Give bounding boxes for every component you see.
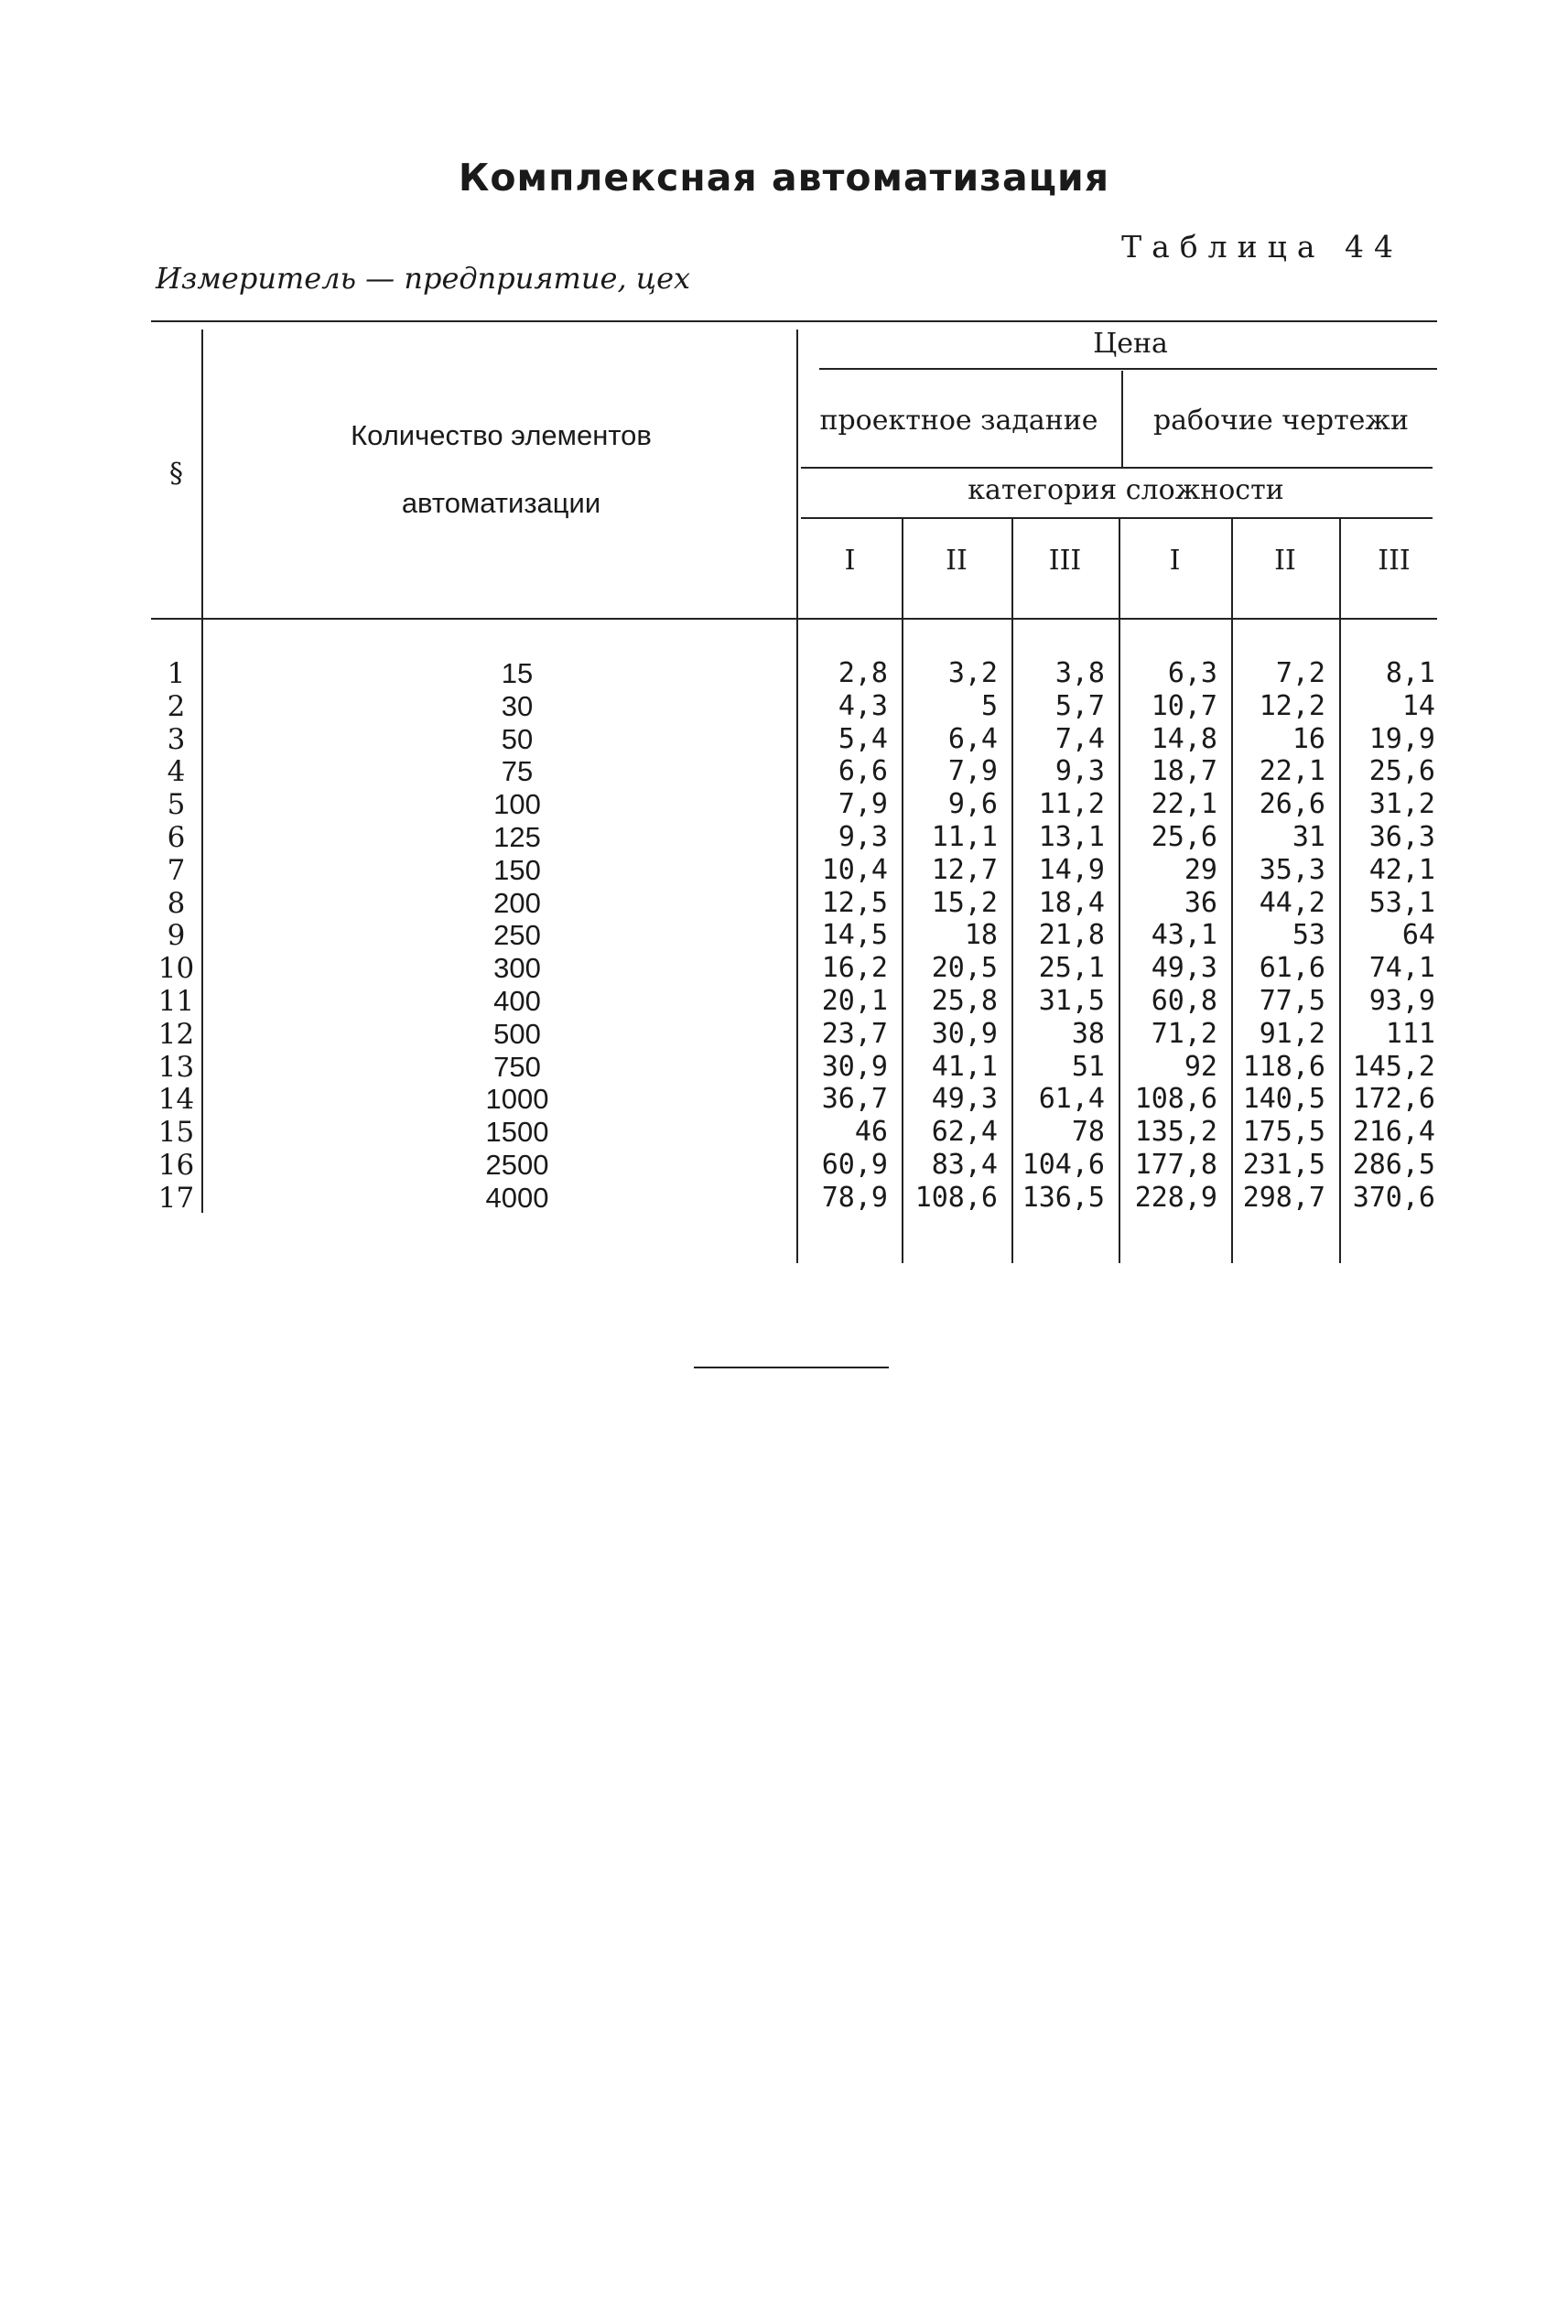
price-cell: 11,2 xyxy=(1038,788,1105,821)
price-cell: 36,3 xyxy=(1368,821,1435,853)
cat-divider-2 xyxy=(1011,517,1013,1263)
price-cell: 49,3 xyxy=(931,1083,998,1116)
price-cell: 108,6 xyxy=(914,1181,998,1214)
row-number: 10 xyxy=(157,952,195,986)
row-number: 6 xyxy=(167,821,186,854)
price-cell: 298,7 xyxy=(1242,1181,1325,1214)
price-cell: 111 xyxy=(1385,1017,1435,1050)
price-cell: 42,1 xyxy=(1368,853,1435,886)
cat-divider-5 xyxy=(1339,517,1341,1263)
price-cell: 53 xyxy=(1292,919,1325,952)
price-cell: 22,1 xyxy=(1259,755,1325,788)
price-cell: 104,6 xyxy=(1022,1149,1105,1181)
category-header-4: I xyxy=(1169,545,1181,577)
price-cell: 118,6 xyxy=(1242,1050,1325,1083)
price-cell: 5 xyxy=(980,689,998,722)
category-header-1: I xyxy=(844,545,856,577)
element-count: 1500 xyxy=(485,1116,549,1149)
price-cell: 14,9 xyxy=(1038,853,1105,886)
cat-divider-4 xyxy=(1231,517,1233,1263)
price-cell: 14 xyxy=(1401,689,1435,722)
price-cell: 25,8 xyxy=(931,985,998,1017)
price-cell: 77,5 xyxy=(1259,985,1325,1017)
row-number: 1 xyxy=(167,657,186,690)
price-cell: 370,6 xyxy=(1352,1181,1435,1214)
element-count: 300 xyxy=(493,952,541,985)
price-cell: 49,3 xyxy=(1151,952,1217,985)
price-cell: 71,2 xyxy=(1151,1017,1217,1050)
price-cell: 74,1 xyxy=(1368,952,1435,985)
section-col-divider xyxy=(201,330,203,1213)
price-cell: 231,5 xyxy=(1242,1149,1325,1181)
row-number: 4 xyxy=(167,755,186,789)
stage-sub-rule xyxy=(801,467,1433,469)
complexity-sub-rule xyxy=(801,517,1433,519)
price-cell: 216,4 xyxy=(1352,1116,1435,1149)
price-cell: 6,4 xyxy=(947,722,998,755)
price-cell: 44,2 xyxy=(1259,886,1325,919)
row-number: 8 xyxy=(167,886,186,920)
price-cell: 23,7 xyxy=(821,1017,888,1050)
price-cell: 14,5 xyxy=(821,919,888,952)
price-cell: 9,6 xyxy=(947,788,998,821)
footer-rule xyxy=(694,1367,889,1368)
row-number: 3 xyxy=(167,722,186,756)
row-number: 9 xyxy=(167,919,186,953)
price-cell: 61,6 xyxy=(1259,952,1325,985)
price-cell: 30,9 xyxy=(821,1050,888,1083)
price-cell: 60,8 xyxy=(1151,985,1217,1017)
price-cell: 4,3 xyxy=(838,689,888,722)
price-cell: 108,6 xyxy=(1134,1083,1217,1116)
price-cell: 140,5 xyxy=(1242,1083,1325,1116)
price-cell: 25,6 xyxy=(1151,821,1217,853)
element-count: 15 xyxy=(501,657,534,689)
quantity-header-line2: автоматизации xyxy=(401,487,601,519)
price-cell: 18,4 xyxy=(1038,886,1105,919)
price-cell: 51 xyxy=(1071,1050,1105,1083)
element-count: 1000 xyxy=(485,1083,549,1116)
price-sub-rule xyxy=(819,368,1437,370)
row-number: 7 xyxy=(167,853,186,887)
row-number: 16 xyxy=(157,1149,195,1182)
price-cell: 7,9 xyxy=(947,755,998,788)
price-cell: 3,8 xyxy=(1054,657,1105,689)
price-cell: 7,4 xyxy=(1054,722,1105,755)
element-count: 200 xyxy=(493,886,541,919)
price-cell: 8,1 xyxy=(1385,657,1435,689)
working-drawings-header: рабочие чертежи xyxy=(1152,405,1410,437)
price-cell: 9,3 xyxy=(1054,755,1105,788)
price-cell: 228,9 xyxy=(1134,1181,1217,1214)
price-cell: 31,5 xyxy=(1038,985,1105,1017)
price-cell: 12,7 xyxy=(931,853,998,886)
element-count: 100 xyxy=(493,788,541,821)
category-header-2: II xyxy=(946,545,968,577)
table-top-rule xyxy=(151,320,1437,322)
price-cell: 7,2 xyxy=(1275,657,1325,689)
element-count: 750 xyxy=(493,1050,541,1083)
price-cell: 31 xyxy=(1292,821,1325,853)
price-cell: 145,2 xyxy=(1352,1050,1435,1083)
element-count: 500 xyxy=(493,1017,541,1050)
price-cell: 12,2 xyxy=(1259,689,1325,722)
table-number: Таблица 44 xyxy=(1121,229,1403,265)
element-count: 400 xyxy=(493,985,541,1017)
row-number: 11 xyxy=(157,985,195,1018)
price-cell: 64 xyxy=(1401,919,1435,952)
price-cell: 18,7 xyxy=(1151,755,1217,788)
price-cell: 172,6 xyxy=(1352,1083,1435,1116)
price-cell: 20,5 xyxy=(931,952,998,985)
complexity-header: категория сложности xyxy=(968,474,1284,506)
price-cell: 13,1 xyxy=(1038,821,1105,853)
price-cell: 91,2 xyxy=(1259,1017,1325,1050)
price-cell: 5,4 xyxy=(838,722,888,755)
price-cell: 16 xyxy=(1292,722,1325,755)
price-cell: 7,9 xyxy=(838,788,888,821)
price-cell: 21,8 xyxy=(1038,919,1105,952)
element-count: 30 xyxy=(501,689,534,722)
price-cell: 61,4 xyxy=(1038,1083,1105,1116)
element-count: 150 xyxy=(493,853,541,886)
row-number: 14 xyxy=(157,1083,195,1117)
price-cell: 83,4 xyxy=(931,1149,998,1181)
price-cell: 31,2 xyxy=(1368,788,1435,821)
price-cell: 15,2 xyxy=(931,886,998,919)
cat-divider-1 xyxy=(902,517,903,1263)
element-count: 75 xyxy=(501,755,534,788)
price-cell: 60,9 xyxy=(821,1149,888,1181)
price-cell: 53,1 xyxy=(1368,886,1435,919)
element-count: 250 xyxy=(493,919,541,952)
price-cell: 18 xyxy=(964,919,998,952)
price-cell: 46 xyxy=(854,1116,888,1149)
price-cell: 6,6 xyxy=(838,755,888,788)
page-title: Комплексная автоматизация xyxy=(458,156,1110,200)
cat-divider-3 xyxy=(1119,517,1120,1263)
price-cell: 286,5 xyxy=(1352,1149,1435,1181)
price-cell: 30,9 xyxy=(931,1017,998,1050)
price-cell: 3,2 xyxy=(947,657,998,689)
price-cell: 14,8 xyxy=(1151,722,1217,755)
element-count: 4000 xyxy=(485,1181,549,1214)
quantity-col-divider xyxy=(796,330,798,1263)
section-header: § xyxy=(169,458,183,490)
price-cell: 62,4 xyxy=(931,1116,998,1149)
category-header-3: III xyxy=(1048,545,1082,577)
price-cell: 20,1 xyxy=(821,985,888,1017)
price-cell: 93,9 xyxy=(1368,985,1435,1017)
price-cell: 26,6 xyxy=(1259,788,1325,821)
design-task-header: проектное задание xyxy=(819,405,1098,437)
row-number: 12 xyxy=(157,1017,195,1051)
row-number: 2 xyxy=(167,689,186,723)
element-count: 2500 xyxy=(485,1149,549,1181)
category-header-6: III xyxy=(1378,545,1411,577)
price-cell: 29 xyxy=(1184,853,1217,886)
price-cell: 12,5 xyxy=(821,886,888,919)
price-cell: 36 xyxy=(1184,886,1217,919)
row-number: 17 xyxy=(157,1181,195,1215)
price-cell: 5,7 xyxy=(1054,689,1105,722)
price-cell: 25,1 xyxy=(1038,952,1105,985)
price-cell: 38 xyxy=(1071,1017,1105,1050)
stage-divider-header xyxy=(1121,371,1123,467)
element-count: 125 xyxy=(493,821,541,853)
price-cell: 92 xyxy=(1184,1050,1217,1083)
price-cell: 35,3 xyxy=(1259,853,1325,886)
price-cell: 36,7 xyxy=(821,1083,888,1116)
price-cell: 78 xyxy=(1071,1116,1105,1149)
element-count: 50 xyxy=(501,722,534,755)
price-cell: 41,1 xyxy=(931,1050,998,1083)
price-cell: 19,9 xyxy=(1368,722,1435,755)
row-number: 13 xyxy=(157,1050,195,1084)
price-cell: 6,3 xyxy=(1167,657,1217,689)
price-cell: 78,9 xyxy=(821,1181,888,1214)
price-header: Цена xyxy=(1093,328,1168,360)
price-cell: 136,5 xyxy=(1022,1181,1105,1214)
price-cell: 135,2 xyxy=(1134,1116,1217,1149)
price-cell: 10,4 xyxy=(821,853,888,886)
measure-unit: Измеритель — предприятие, цех xyxy=(156,261,691,296)
price-cell: 43,1 xyxy=(1151,919,1217,952)
price-cell: 9,3 xyxy=(838,821,888,853)
category-header-5: II xyxy=(1274,545,1296,577)
price-cell: 175,5 xyxy=(1242,1116,1325,1149)
header-bottom-rule xyxy=(151,618,1437,620)
row-number: 15 xyxy=(157,1116,195,1150)
price-cell: 2,8 xyxy=(838,657,888,689)
price-cell: 11,1 xyxy=(931,821,998,853)
row-number: 5 xyxy=(167,788,186,822)
price-cell: 177,8 xyxy=(1134,1149,1217,1181)
price-cell: 10,7 xyxy=(1151,689,1217,722)
price-cell: 16,2 xyxy=(821,952,888,985)
price-cell: 25,6 xyxy=(1368,755,1435,788)
price-cell: 22,1 xyxy=(1151,788,1217,821)
quantity-header-line1: Количество элементов xyxy=(351,419,652,451)
